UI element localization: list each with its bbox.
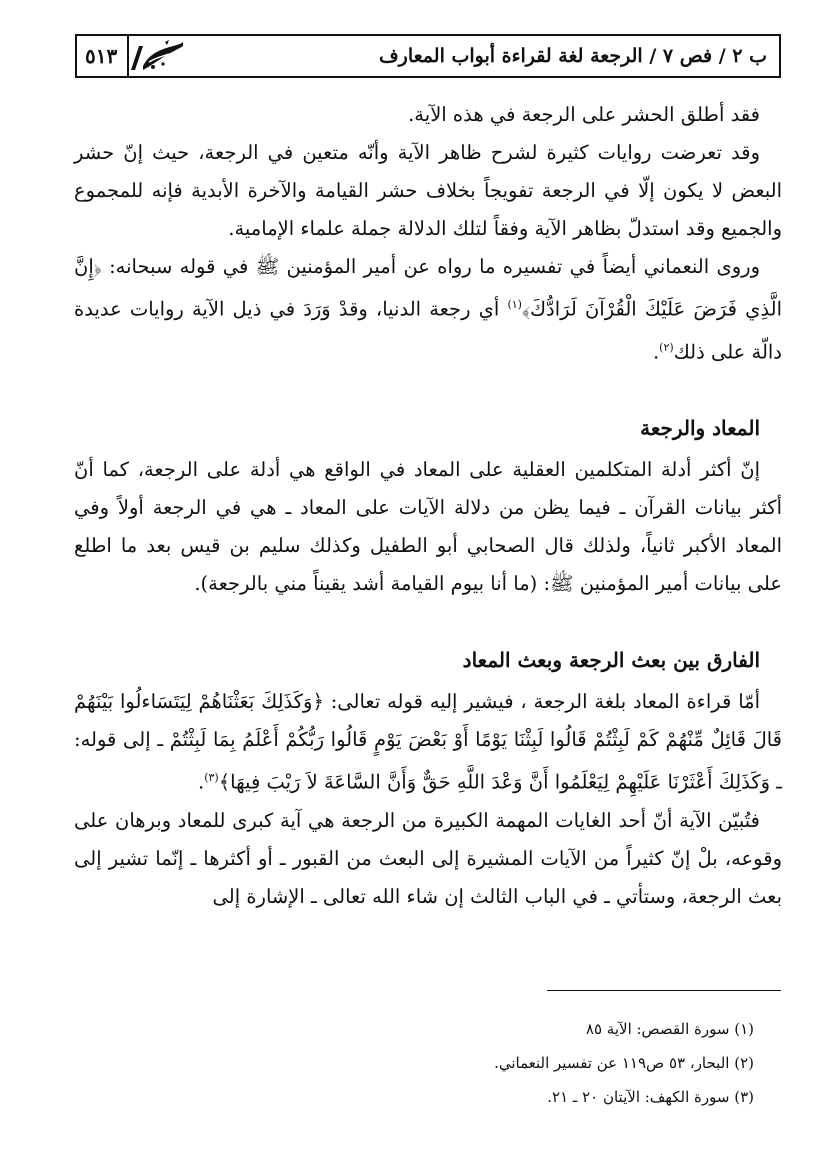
footnote-divider	[547, 990, 781, 991]
section-heading: الفارق بين بعث الرجعة وبعث المعاد	[462, 648, 760, 672]
quran-quote: أمّا قراءة المعاد بلغة الرجعة ، فيشير إليه قوله تعالى: ﴿وَكَذَلِكَ بَعَثْنَاهُمْ لِيَتَسَاءلُوا بَيْنَهُمْ قَالَ قَائِلٌ مِّنْهُمْ كَمْ لَبِثْتُمْ قَالُوا لَبِثْنَا يَوْمًا أَوْ بَعْضَ يَوْمٍ قَالُوا رَبُّكُمْ أَعْلَمُ بِمَا لَبِثْتُمْ ـ إلى قوله: ـ وَكَذَلِكَ أَعْثَرْنَا عَلَيْهِمْ لِيَعْلَمُوا أَنَّ وَعْدَ اللَّهِ حَقٌّ وَأَنَّ السَّاعَةَ لاَ رَيْبَ فِيهَا﴾	[74, 690, 782, 794]
page-number: ٥١٣	[77, 36, 129, 76]
page-number-box	[77, 36, 185, 76]
paragraph: فقد أطلق الحشر على الرجعة في هذه الآية.	[408, 103, 760, 126]
paragraph: وقد تعرضت روايات كثيرة لشرح ظاهر الآية وأنّه متعين في الرجعة، حيث إنّ حشر البعض لا يكون إلّا في الرجعة تفويجاً بخلاف حشر القيامة والآخرة الأبدية فإنه للمجموع والجميع وقد استدلّ بظاهر الآية وفقاً لتلك الدلالة جملة علماء الإمامية.	[74, 141, 782, 240]
footnote: (٣) سورة الكهف: الآيتان ٢٠ ـ ٢١.	[547, 1088, 754, 1106]
section-heading: المعاد والرجعة	[640, 416, 760, 440]
footnote-ref[interactable]: (٣)	[204, 771, 219, 784]
footnote: (٢) البحار، ٥٣ ص١١٩ عن تفسير النعماني.	[494, 1054, 754, 1072]
paragraph: فتُبيّن الآية أنّ أحد الغايات المهمة الكبيرة من الرجعة هي آية كبرى للمعاد وبرهان على وقوعه، بلْ إنّ كثيراً من الآيات المشيرة إلى البعث من القبور ـ أو أكثرها ـ إنّما تشير إلى بعث الرجعة، وستأتي ـ في الباب الثالث إن شاء الله تعالى ـ الإشارة إلى	[74, 808, 782, 908]
footnote-ref[interactable]: (١)	[507, 298, 522, 311]
calligraphic-ornament-icon	[129, 36, 185, 76]
paragraph: إنّ أكثر أدلة المتكلمين العقلية على المعاد في الواقع هي أدلة على الرجعة، كما أنّ أكثر بيانات القرآن ـ فيما يظن من دلالة الآيات على المعاد ـ هي في الرجعة أولاً وفي المعاد الأكبر ثانياً، ولذلك قال الصحابي أبو الطفيل وكذلك سليم بن قيس بعد ما اطلع على بيانات أمير المؤمنين ﷺ: (ما أنا بيوم القيامة أشد يقيناً مني بالرجعة).	[74, 458, 782, 595]
paragraph-text: أي رجعة الدنيا، وقدْ وَرَدَ في ذيل الآية روايات عديدة دالّة على ذلك	[74, 297, 782, 363]
running-title: ب ٢ / فص ٧ / الرجعة لغة لقراءة أبواب المعارف	[378, 45, 767, 67]
footnotes	[74, 1012, 754, 1114]
quran-quote: وروى النعماني أيضاً في تفسيره ما رواه عن أمير المؤمنين ﷺ في قوله سبحانه: ﴿إِنَّ الَّذِي فَرَضَ عَلَيْكَ الْقُرْآنَ لَرَادُّكَ﴾	[74, 255, 782, 321]
paragraph	[74, 248, 782, 371]
punctuation: .	[652, 340, 660, 363]
main-text	[74, 96, 782, 916]
punctuation: .	[197, 770, 205, 794]
footnote: (١) سورة القصص: الآية ٨٥	[585, 1020, 754, 1038]
footnote-ref[interactable]: (٢)	[659, 340, 674, 354]
running-header	[75, 34, 781, 78]
paragraph	[74, 683, 782, 802]
